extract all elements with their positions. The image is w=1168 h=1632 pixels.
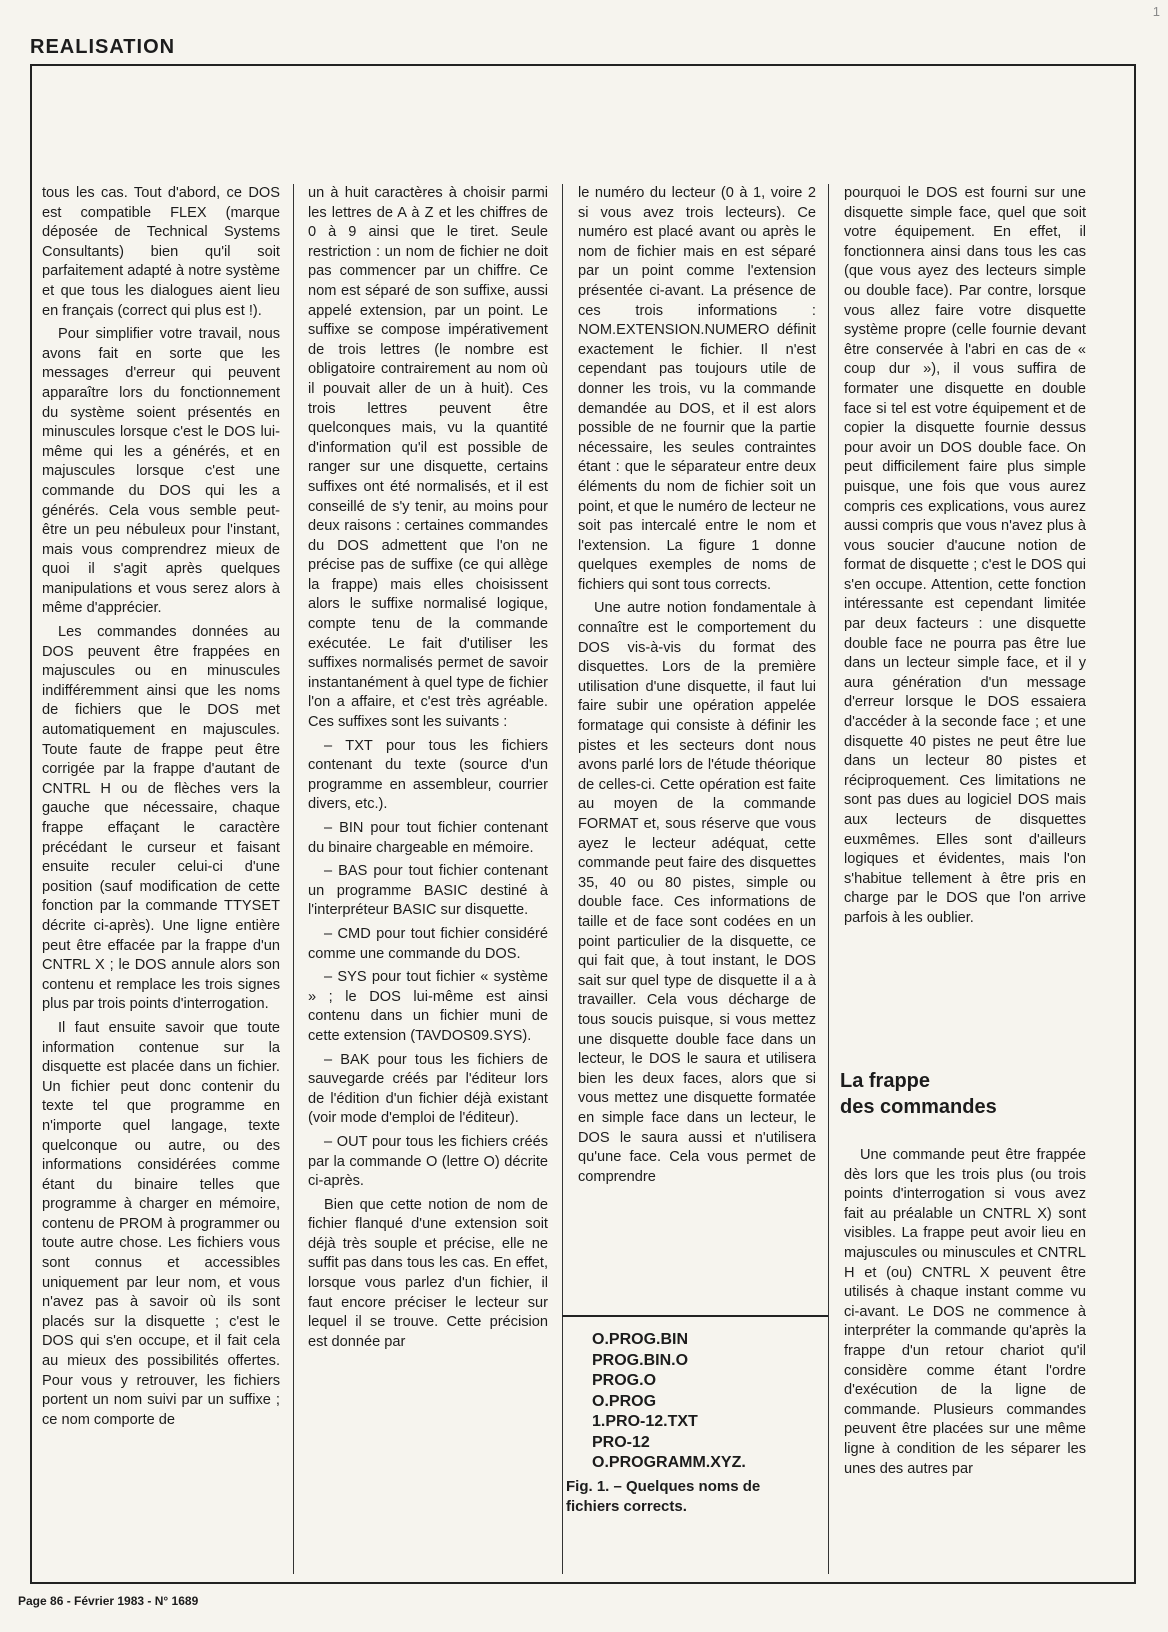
file-name: O.PROG	[592, 1392, 657, 1410]
paragraph: le numéro du lecteur (0 à 1, voire 2 si vous avez trois lecteurs). Ce numéro est placé avant ou après le nom de fichier mais en est séparé par un point comme l'extension présentée ci-avant. La présence de ces trois informations : NOM.EXTENSION.NUMERO définit exactement le fichier. Il n'est cependant pas toujours utile de donner les trois, vu la commande demandée au DOS, et il est alors possible de ne fournir que la partie nécessaire, les seules contraintes étant : que le séparateur entre deux éléments du nom de fichier soit un point, et que le numéro de lecteur ne soit pas intercalé entre le nom et l'extension. La figure 1 donne quelques exemples de noms de fichiers qui sont tous corrects.	[578, 185, 816, 593]
paragraph: Bien que cette notion de nom de fichier flanqué d'une extension soit déjà très souple et précise, elle ne suffit pas dans tous les cas. En effet, lorsque vous parlez d'un fichier, il faut encore préciser le lecteur sur lequel il se trouve. Cette précision est donnée par	[308, 1196, 548, 1350]
figure-caption: Fig. 1. – Quelques noms de fichiers corrects.	[566, 1478, 761, 1515]
paragraph: pourquoi le DOS est fourni sur une disquette simple face, quel que soit votre équipement. En effet, il fonctionnera ainsi dans tous les cas (que vous ayez des lecteurs simple ou double face). Par contre, lorsque vous allez faire votre disquette système propre (celle fournie devant être conservée à l'abri en cas de « coup dur »), il vous suffira de formater une disquette en double face si tel est votre équipement et de copier la disquette fournie dessus pour avoir un DOS double face. On peut difficilement faire plus simple puisque, une fois que vous aurez compris ces explications, vous aurez aussi compris que vous n'avez plus à vous soucier d'aucune notion de format de disquette ; c'est le DOS qui s'en occupe. Attention, cette fonction intéressante est cependant limitée par deux facteurs : une disquette double face ne pourra pas être lue dans un lecteur simple face, et il y aura génération d'un message d'erreur lorsque le DOS essaiera d'accéder à la seconde face ; et une disquette 40 pistes ne peut être lue dans un lecteur 80 pistes et réciproquement. Ces limitations ne sont pas dues au logiciel DOS mais aux lecteurs de disquettes euxmêmes. Elles sont d'ailleurs logiques et évidentes, mais l'on s'habitue tellement à être pris en charge par le DOS que l'on arrive parfois à les oublier.	[844, 185, 1086, 926]
text-column-2	[308, 184, 548, 1574]
list-item: – SYS pour tout fichier « système » ; le DOS lui-même est ainsi contenu dans un fichier muni de cette extension (TAVDOS09.SYS).	[308, 969, 548, 1044]
paragraph: Pour simplifier votre travail, nous avons fait en sorte que les messages d'erreur qui peuvent apparaître lors du fonctionnement du système soient présentés en minuscules lorsque c'est le DOS lui-même qui les a générés, et en majuscules lorsque c'est une commande du DOS qui les a générés. Cela vous semble peut-être un peu nébuleux pour l'instant, mais vous comprendrez mieux de quoi il s'agit après quelques manipulations et vous serez alors à même d'apprécier.	[42, 326, 280, 617]
text-column-4-continued	[844, 1146, 1086, 1586]
file-name: PROG.O	[592, 1372, 657, 1389]
text-column-3	[578, 184, 816, 1314]
column-divider	[828, 184, 829, 1574]
paragraph: Il faut ensuite savoir que toute information contenue sur la disquette est placée dans un fichier. Un fichier peut donc contenir du texte tel que programme en n'importe quel langage, texte quelconque ou autre, ou des informations considérées comme étant du binaire telles que programme à charger en mémoire, contenu de PROM à programmer ou toute autre chose. Les fichiers vous sont connus et accessibles uniquement par leur nom, et vous n'avez pas à savoir où ils sont placés sur la disquette ; c'est le DOS qui s'en occupe, et il fait cela au mieux des possibilités offertes. Pour vous y retrouver, les fichiers portent un nom suivi par un suffixe ; ce nom comporte de	[42, 1019, 280, 1428]
section-heading-line: La frappe	[840, 1070, 931, 1092]
list-item: – CMD pour tout fichier considéré comme une commande du DOS.	[308, 925, 548, 962]
file-name: PRO-12	[592, 1433, 650, 1451]
paragraph: tous les cas. Tout d'abord, ce DOS est compatible FLEX (marque déposée de Technical Systems Consultants) bien qu'il soit parfaitement adapté à notre système et que tous les dialogues aient lieu en français (correct qui plus est !).	[42, 185, 280, 319]
file-name: O.PROGRAMM.XYZ.	[592, 1454, 746, 1471]
paragraph: un à huit caractères à choisir parmi les lettres de A à Z et les chiffres de 0 à 9 ainsi que le tiret. Seule restriction : un nom de fichier ne doit pas commencer par un chiffre. Ce nom est séparé de son suffixe, aussi appelé extension, par un point. Le suffixe se compose impérativement de trois lettres (le nombre est obligatoire contrairement au nom où il pouvait aller de un à huit). Ces trois lettres peuvent être quelconques mais, vu la quantité d'information qu'il est possible de ranger sur une disquette, certains suffixes ont été normalisés, et il est conseillé de s'y tenir, au moins pour deux raisons : certaines commandes du DOS admettent que l'on ne précise pas de suffixe (ce qui allège la frappe) mais elles choisissent alors le suffixe normalisé logique, compte tenu de la commande exécutée. Le fait d'utiliser les suffixes normalisés permet de savoir instantanément à quel type de fichier l'on a affaire, et c'est très agréable. Ces suffixes sont les suivants :	[308, 185, 548, 731]
file-name: O.PROG.BIN	[592, 1331, 689, 1348]
figure-file-names	[592, 1330, 746, 1474]
list-item: – BIN pour tout fichier contenant du binaire chargeable en mémoire.	[308, 820, 548, 856]
list-item: – BAS pour tout fichier contenant un programme BASIC destiné à l'interpréteur BASIC sur disquette.	[308, 863, 548, 919]
page-footer: Page 86 - Février 1983 - N° 1689	[18, 1594, 199, 1608]
page-corner-mark: 1	[1152, 4, 1160, 19]
paragraph: Les commandes données au DOS peuvent être frappées en majuscules ou en minuscules indifféremment ainsi que les noms de fichiers que le DOS met automatiquement en majuscules. Toute faute de frappe peut être corrigée par la frappe d'autant de CNTRL H ou de flèches vers la gauche que nécessaire, chaque frappe effaçant le caractère précédant le curseur et faisant ensuite reculer celui-ci d'une position (sauf modification de cette fonction par la commande TTYSET décrite ci-après). Une ligne entière peut être effacée par la frappe d'un CNTRL X ; le DOS annule alors son contenu et remplace les trois signes plus par trois points d'interrogation.	[42, 624, 280, 1013]
file-name: 1.PRO-12.TXT	[592, 1413, 698, 1430]
text-column-4	[844, 184, 1086, 1064]
list-item: – BAK pour tous les fichiers de sauvegarde créés par l'éditeur lors de l'édition d'un fichier déjà existant (voir mode d'emploi de l'éditeur).	[308, 1051, 548, 1127]
section-header: REALISATION	[30, 36, 176, 58]
paragraph: Une commande peut être frappée dès lors que les trois plus (ou trois points d'interrogation si vous avez fait au préalable un CNTRL X) sont visibles. La frappe peut avoir lieu en majuscules ou minuscules et CNTRL H et (ou) CNTRL X peuvent être utilisés à chaque instant comme vu ci-avant. Le DOS ne commence à interpréter la commande qu'après la frappe d'un retour chariot qu'il considère comme étant l'ordre d'exécution de la ligne de commande. Plusieurs commandes peuvent être placées sur une même ligne à condition de les séparer les unes des autres par	[844, 1147, 1086, 1477]
list-item: – OUT pour tous les fichiers créés par la commande O (lettre O) décrite ci-après.	[308, 1133, 548, 1190]
file-name: PROG.BIN.O	[592, 1351, 689, 1369]
column-divider	[293, 184, 294, 1574]
list-item: – TXT pour tous les fichiers contenant du texte (source d'un programme en assembleur, courrier divers, etc.).	[308, 737, 548, 813]
text-column-1	[42, 184, 280, 1574]
paragraph: Une autre notion fondamentale à connaître est le comportement du DOS vis-à-vis du format des disquettes. Lors de la première utilisation d'une disquette, il faut lui faire subir une opération appelée formatage qui consiste à définir les pistes et les secteurs dont nous avons parlé lors de l'étude théorique de celles-ci. Cette opération est faite au moyen de la commande FORMAT et, sous réserve que vous ayez le lecteur adéquat, cette commande peut faire des disquettes 35, 40 ou 80 pistes, simple ou double face. Ces informations de taille et de face sont codées en un point particulier de la disquette, ce qui fait que, à tout instant, le DOS sait sur quel type de disquette il a à travailler. Cela vous décharge de tous soucis puisque, si vous mettez une disquette double face dans un lecteur, le DOS le saura et utilisera bien les deux faces, alors que si vous mettez une disquette formatée en simple face dans un lecteur, le DOS le saura aussi et n'utilisera qu'une face. Cela vous permet de comprendre	[578, 600, 816, 1185]
section-heading	[840, 1068, 1080, 1120]
section-heading-line: des commandes	[840, 1096, 997, 1118]
